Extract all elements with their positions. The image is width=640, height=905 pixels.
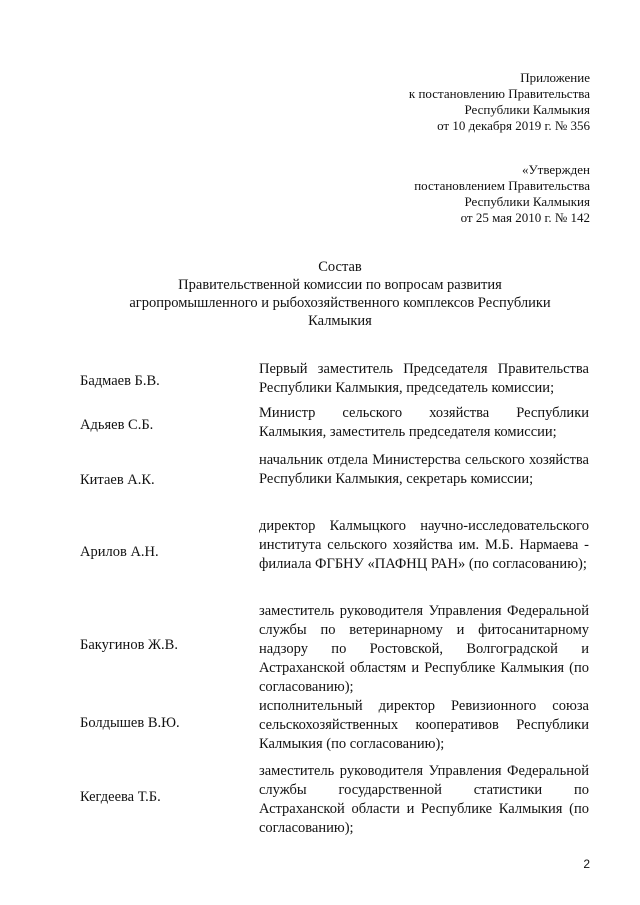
member-position: исполнительный директор Ревизионного союза сельскохозяйственных кооперативов Республики Калмыкия (по согласованию); <box>259 698 589 752</box>
approval-line: «Утвержден <box>521 162 590 177</box>
title-line: Правительственной комиссии по вопросам развития <box>178 277 502 293</box>
member-position: заместитель руководителя Управления Федеральной службы по ветеринарному и фитосанитарному надзору по Ростовской, Волгоградской и Астраханской областям и Республике Калмыкия (по согласованию); <box>259 603 589 695</box>
page-number: 2 <box>583 857 590 871</box>
member-name: Китаев А.К. <box>80 472 155 488</box>
title-line: Калмыкия <box>308 313 372 329</box>
member-position: начальник отдела Министерства сельского хозяйства Республики Калмыкия, секретарь комиссии; <box>259 452 589 487</box>
approval-line: от 25 мая 2010 г. № 142 <box>460 210 590 225</box>
member-name: Адьяев С.Б. <box>80 417 154 433</box>
member-position: Министр сельского хозяйства Республики Калмыкия, заместитель председателя комиссии; <box>259 405 589 440</box>
appendix-header <box>409 70 590 134</box>
appendix-line: к постановлению Правительства <box>408 86 590 101</box>
member-name: Болдышев В.Ю. <box>80 715 180 731</box>
appendix-line: от 10 декабря 2019 г. № 356 <box>437 118 590 133</box>
appendix-line: Приложение <box>520 70 590 85</box>
approval-header <box>414 162 590 226</box>
member-position: заместитель руководителя Управления Федеральной службы государственной статистики по Астраханской области и Республике Калмыкия (по согласованию); <box>259 763 589 836</box>
title-line: агропромышленного и рыбохозяйственного комплексов Республики <box>129 295 551 311</box>
member-position: Первый заместитель Председателя Правительства Республики Калмыкия, председатель комиссии; <box>259 361 589 396</box>
approval-line: постановлением Правительства <box>414 178 590 193</box>
document-title <box>90 258 590 330</box>
appendix-line: Республики Калмыкия <box>464 102 590 117</box>
member-name: Кегдеева Т.Б. <box>80 789 161 805</box>
member-name: Бакугинов Ж.В. <box>80 637 178 653</box>
member-name: Бадмаев Б.В. <box>80 373 160 389</box>
approval-line: Республики Калмыкия <box>464 194 590 209</box>
member-name: Арилов А.Н. <box>80 544 159 560</box>
title-line: Состав <box>318 259 362 275</box>
member-position: директор Калмыцкого научно-исследовательского института сельского хозяйства им. М.Б. Нармаева - филиала ФГБНУ «ПАФНЦ РАН» (по согласованию); <box>259 518 589 572</box>
